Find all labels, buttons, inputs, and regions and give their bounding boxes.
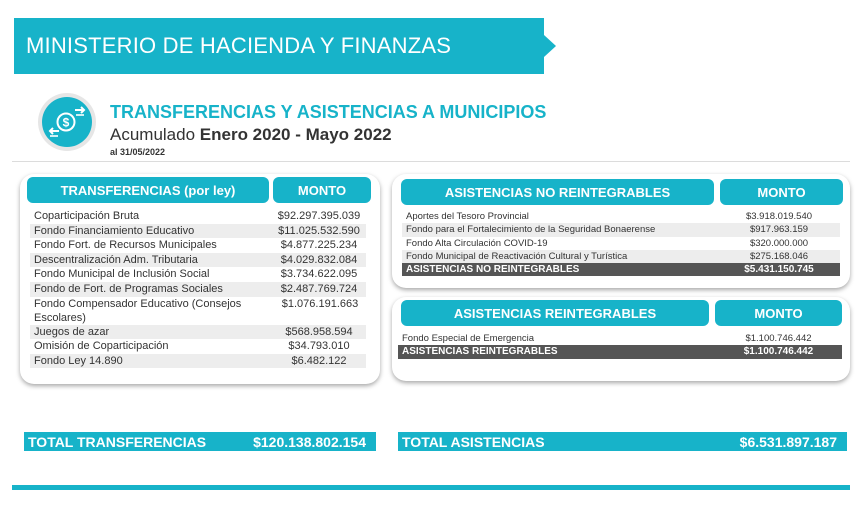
- total-row-label: ASISTENCIAS REINTEGRABLES: [402, 346, 558, 357]
- row-label: Descentralización Adm. Tributaria: [34, 253, 198, 266]
- reintegrables-header: ASISTENCIAS REINTEGRABLES: [401, 300, 709, 326]
- total-transferencias-label: TOTAL TRANSFERENCIAS: [28, 433, 207, 450]
- row-label: Fondo Municipal de Inclusión Social: [34, 268, 210, 281]
- total-transferencias-bar: [24, 432, 376, 451]
- table-row: [402, 237, 840, 250]
- row-label: Fondo Fort. de Recursos Municipales: [34, 239, 217, 252]
- table-row: [30, 282, 366, 297]
- ministry-banner: [14, 18, 544, 74]
- row-amount: $568.958.594: [285, 325, 353, 338]
- logo: [38, 93, 96, 151]
- footer-divider: [12, 485, 850, 490]
- as-of-date: al 31/05/2022: [110, 147, 166, 157]
- total-transferencias-amount: $120.138.802.154: [253, 433, 366, 450]
- subtitle-prefix: Acumulado: [110, 125, 200, 144]
- transferencias-monto-header: MONTO: [273, 177, 371, 203]
- table-row: [30, 339, 366, 354]
- table-row: [30, 325, 366, 340]
- total-asistencias-amount: $6.531.897.187: [739, 433, 837, 450]
- row-amount: $4.029.832.084: [280, 253, 358, 266]
- row-amount: $3.918.019.540: [745, 211, 813, 222]
- row-label: Fondo de Fort. de Programas Sociales: [34, 283, 223, 295]
- row-amount: $92.297.395.039: [277, 210, 361, 222]
- total-row-amount: $5.431.150.745: [744, 264, 814, 276]
- transferencias-header: TRANSFERENCIAS (por ley): [27, 177, 269, 203]
- money-transfer-icon: [42, 97, 92, 147]
- row-amount: $2.487.769.724: [280, 283, 358, 295]
- row-amount: $917.963.159: [749, 224, 809, 236]
- row-amount: $1.076.191.663: [281, 297, 359, 310]
- table-row: [30, 253, 366, 268]
- table-row: [398, 332, 842, 345]
- table-row: [30, 297, 366, 325]
- page-title: TRANSFERENCIAS Y ASISTENCIAS A MUNICIPIOS: [110, 102, 547, 122]
- no-reintegrables-monto-header: MONTO: [720, 179, 843, 205]
- row-amount: $1.100.746.442: [745, 333, 812, 344]
- row-label: Fondo Financiamiento Educativo: [34, 224, 195, 237]
- row-label: Fondo Compensador Educativo (Consejos Escolares): [34, 297, 242, 325]
- row-label: Fondo Especial de Emergencia: [402, 333, 535, 344]
- row-amount: $6.482.122: [291, 354, 347, 367]
- reintegrables-monto-header: MONTO: [715, 300, 842, 326]
- table-row: [30, 238, 366, 253]
- total-row-amount: $1.100.746.442: [743, 346, 814, 357]
- row-amount: $3.734.622.095: [280, 268, 358, 281]
- row-amount: $34.793.010: [288, 340, 350, 353]
- svg-text:$: $: [62, 115, 70, 130]
- row-label: Juegos de azar: [34, 325, 110, 338]
- row-amount: $4.877.225.234: [280, 239, 358, 252]
- row-label: Aportes del Tesoro Provincial: [406, 211, 529, 222]
- table-row: [402, 210, 840, 223]
- page-subtitle: [110, 125, 392, 145]
- row-label: Omisión de Coparticipación: [34, 340, 169, 353]
- total-asistencias-bar: [398, 432, 847, 451]
- row-label: Fondo para el Fortalecimiento de la Seguridad Bonaerense: [406, 224, 656, 236]
- table-row: [30, 224, 366, 239]
- table-row: [30, 354, 366, 369]
- table-row: [402, 250, 840, 263]
- total-row-label: ASISTENCIAS NO REINTEGRABLES: [406, 264, 580, 276]
- total-row: [398, 345, 842, 359]
- no-reintegrables-header: ASISTENCIAS NO REINTEGRABLES: [401, 179, 714, 205]
- row-amount: $320.000.000: [749, 237, 809, 249]
- total-row: [402, 263, 840, 276]
- row-amount: $275.168.046: [749, 250, 809, 262]
- table-row: [402, 223, 840, 236]
- header-divider: [12, 161, 850, 162]
- table-row: [30, 267, 366, 282]
- row-label: Coparticipación Bruta: [34, 210, 140, 222]
- subtitle-period: Enero 2020 - Mayo 2022: [199, 125, 392, 144]
- table-row: [30, 209, 366, 224]
- total-asistencias-label: TOTAL ASISTENCIAS: [402, 433, 545, 450]
- row-amount: $11.025.532.590: [278, 224, 360, 237]
- row-label: Fondo Municipal de Reactivación Cultural y Turística: [406, 250, 628, 262]
- row-label: Fondo Alta Circulación COVID-19: [406, 237, 548, 249]
- row-label: Fondo Ley 14.890: [34, 354, 123, 367]
- ministry-name: MINISTERIO DE HACIENDA Y FINANZAS: [26, 33, 452, 58]
